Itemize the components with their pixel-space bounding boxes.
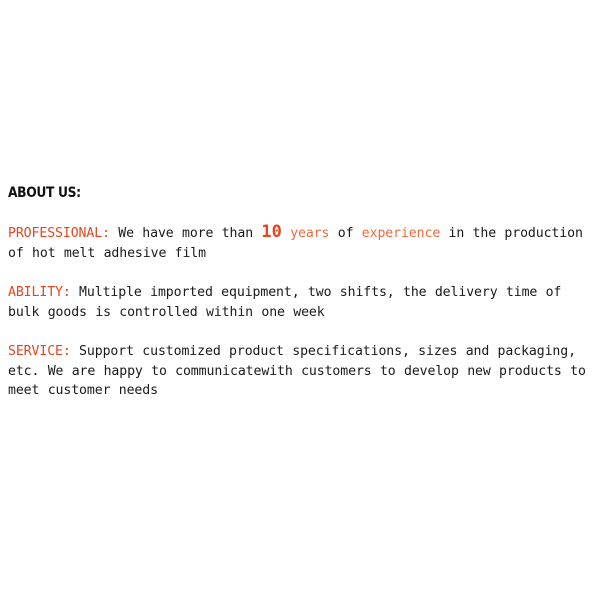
paragraph-service <box>8 342 592 401</box>
text-service: Support customized product specifications, sizes and packaging, etc. We are happy to communicatewith customers to develop new products to meet customer needs <box>8 344 586 398</box>
text-ability: Multiple imported equipment, two shifts, the delivery time of bulk goods is controlled within one week <box>8 285 562 320</box>
paragraph-ability <box>8 283 592 322</box>
label-ability: ABILITY: <box>8 285 71 300</box>
text-professional-2: of <box>329 226 362 241</box>
label-service: SERVICE: <box>8 344 71 359</box>
text-professional-1: We have more than <box>109 226 262 241</box>
label-professional: PROFESSIONAL: <box>8 226 110 241</box>
about-us-content <box>8 185 592 401</box>
text-professional-years-word: years <box>281 226 330 241</box>
page-title: ABOUT US: <box>8 185 81 201</box>
paragraph-professional <box>8 223 592 263</box>
text-professional-experience: experience <box>361 226 441 241</box>
text-professional-years-number: 10 <box>261 222 282 242</box>
text-professional-3: in the production of hot melt adhesive film <box>8 226 583 261</box>
